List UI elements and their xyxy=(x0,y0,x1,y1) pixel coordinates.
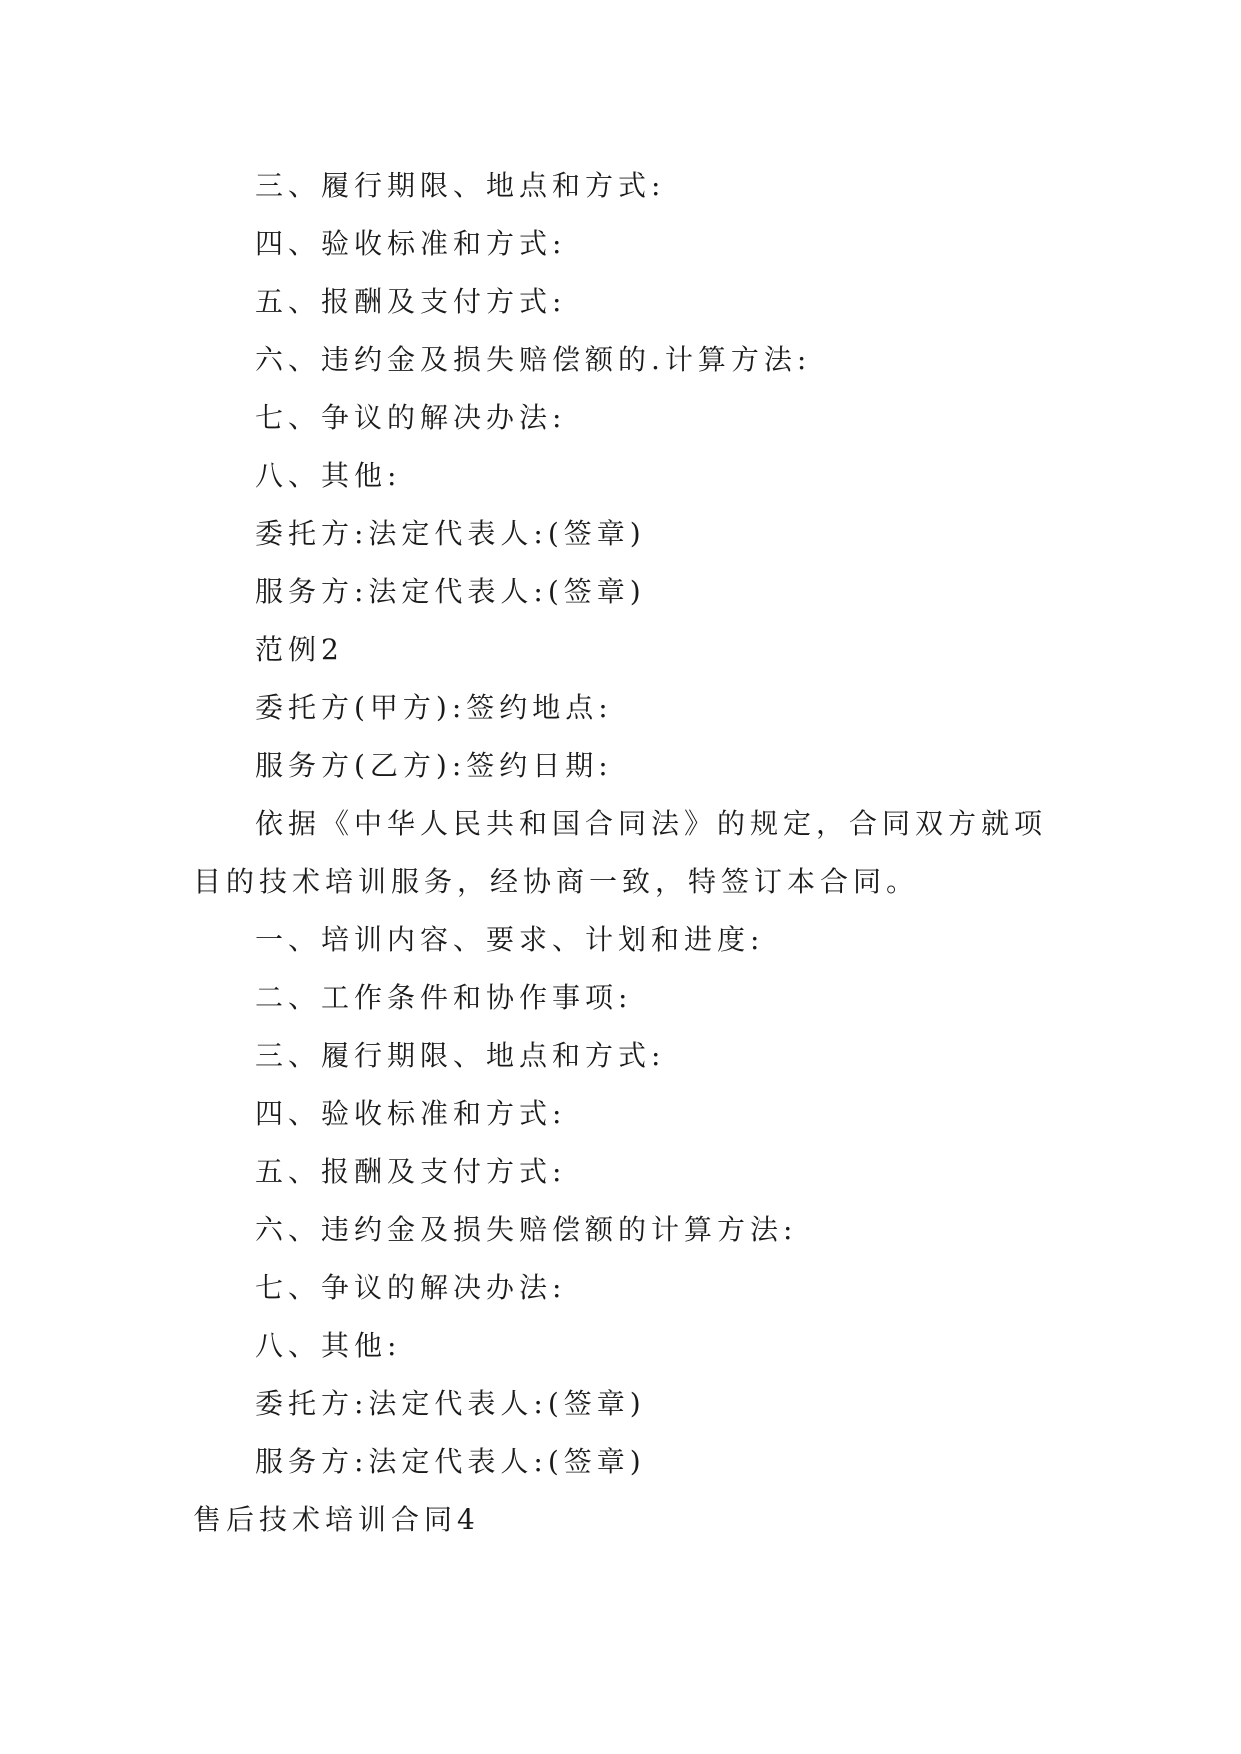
clause-2-heading: 二、工作条件和协作事项: xyxy=(255,981,633,1014)
provider-signature-line: 服务方:法定代表人:(签章) xyxy=(255,1445,646,1478)
clause-6-heading: 六、违约金及损失赔偿额的.计算方法: xyxy=(255,343,812,376)
clause-6-heading: 六、违约金及损失赔偿额的计算方法: xyxy=(255,1213,798,1246)
clause-7-heading: 七、争议的解决办法: xyxy=(255,1271,567,1304)
party-a-line: 委托方(甲方):签约地点: xyxy=(255,691,613,724)
client-signature-line: 委托方:法定代表人:(签章) xyxy=(255,1387,646,1420)
example-heading: 范例2 xyxy=(255,633,344,666)
clause-1-heading: 一、培训内容、要求、计划和进度: xyxy=(255,923,765,956)
clause-7-heading: 七、争议的解决办法: xyxy=(255,401,567,434)
clause-3-heading: 三、履行期限、地点和方式: xyxy=(255,1039,666,1072)
section-title: 售后技术培训合同4 xyxy=(193,1503,480,1536)
preamble-line-2: 目的技术培训服务，经协商一致，特签订本合同。 xyxy=(193,865,920,898)
clause-8-heading: 八、其他: xyxy=(255,459,402,492)
clause-4-heading: 四、验收标准和方式: xyxy=(255,1097,567,1130)
clause-8-heading: 八、其他: xyxy=(255,1329,402,1362)
clause-5-heading: 五、报酬及支付方式: xyxy=(255,1155,567,1188)
clause-4-heading: 四、验收标准和方式: xyxy=(255,227,567,260)
preamble-line-1: 依据《中华人民共和国合同法》的规定，合同双方就项 xyxy=(255,807,1048,840)
clause-3-heading: 三、履行期限、地点和方式: xyxy=(255,169,666,202)
provider-signature-line: 服务方:法定代表人:(签章) xyxy=(255,575,646,608)
party-b-line: 服务方(乙方):签约日期: xyxy=(255,749,613,782)
clause-5-heading: 五、报酬及支付方式: xyxy=(255,285,567,318)
client-signature-line: 委托方:法定代表人:(签章) xyxy=(255,517,646,550)
